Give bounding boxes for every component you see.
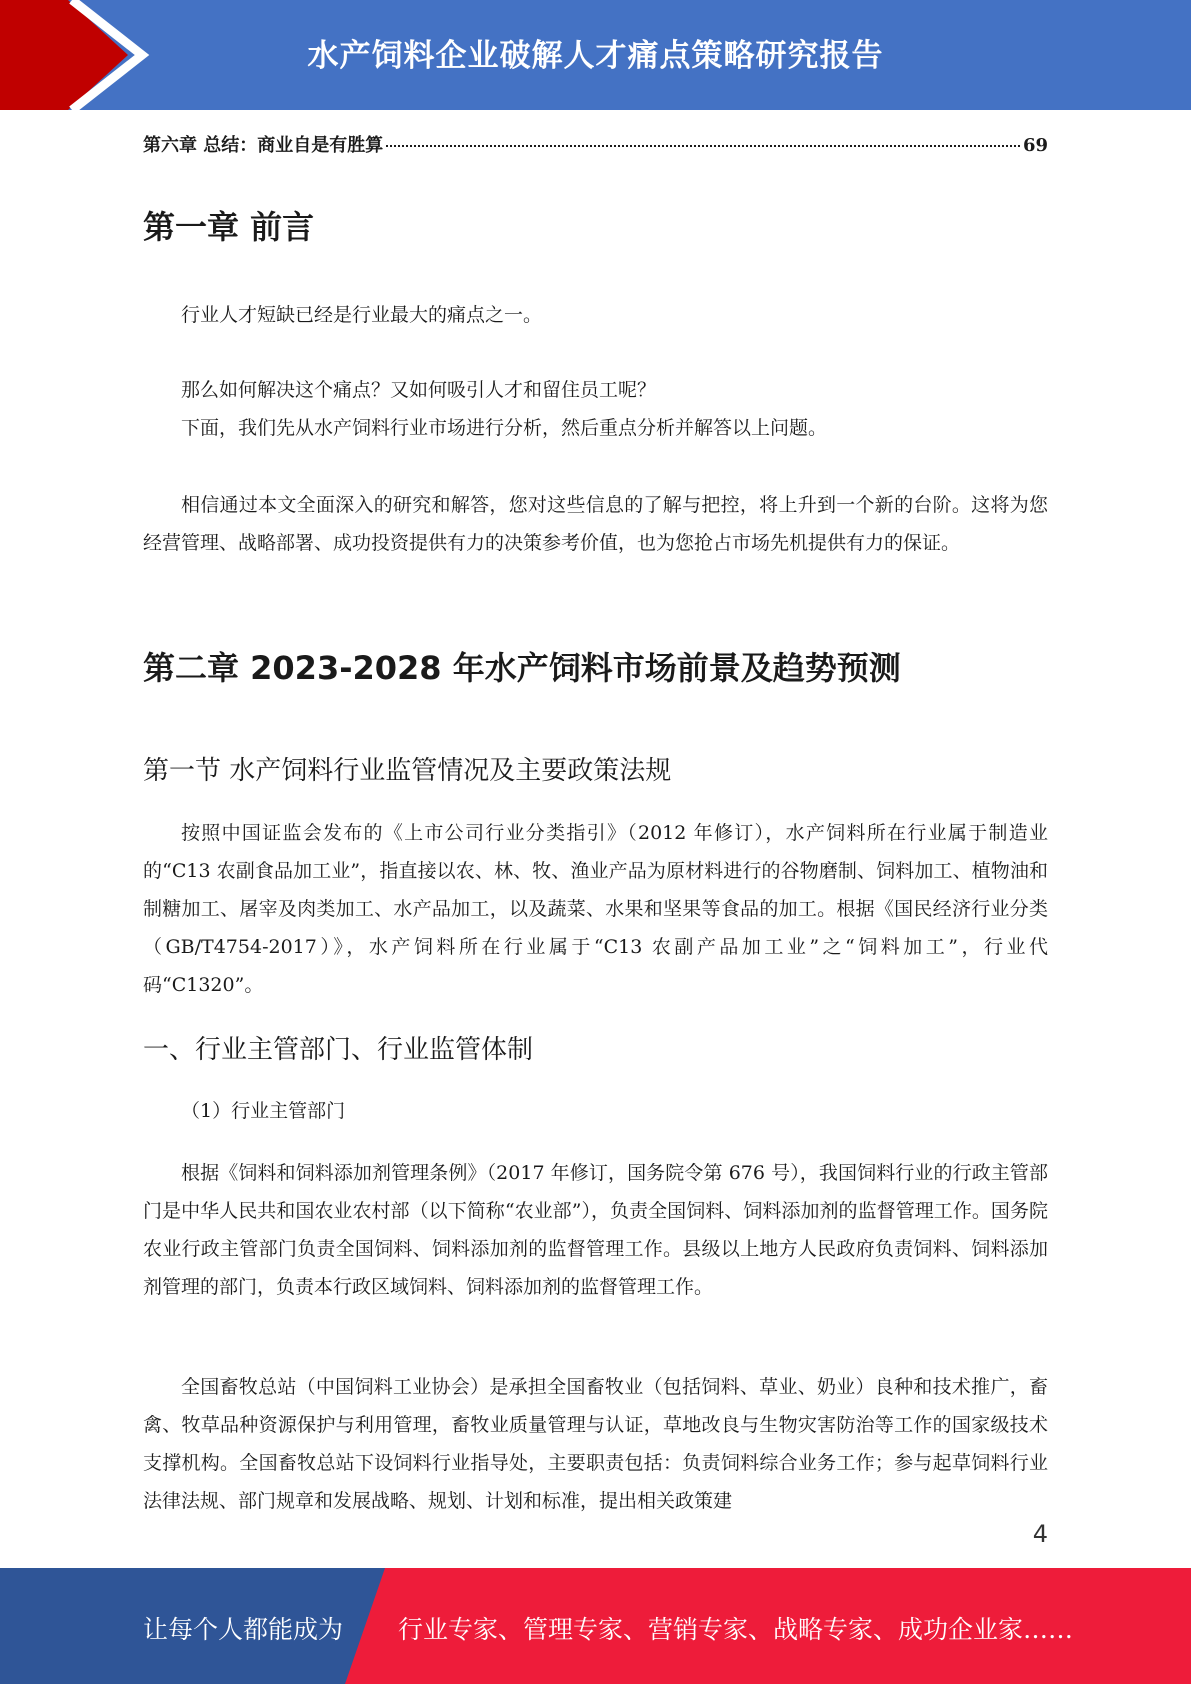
page-number: 4	[1032, 1520, 1048, 1548]
chapter-1-paragraph-4: 相信通过本文全面深入的研究和解答，您对这些信息的了解与把控，将上升到一个新的台阶。这将为您经营管理、战略部署、成功投资提供有力的决策参考价值，也为您抢占市场先机提供有力的保证。	[143, 494, 1048, 554]
chapter-1-heading: 第一章 前言	[143, 208, 315, 246]
chapter-2-paragraph-1: 按照中国证监会发布的《上市公司行业分类指引》（2012 年修订），水产饲料所在行业属于制造业的“C13 农副食品加工业”，指直接以农、林、牧、渔业产品为原材料进行的谷物磨制、饲料加工、植物油和制糖加工、屠宰及肉类加工、水产品加工，以及蔬菜、水果和坚果等食品的加工。根据《国民经济行业分类（GB/T4754-2017）》，水产饲料所在行业属于“C13 农副产品加工业”之“饲料加工”，行业代码“C1320”。	[143, 822, 1048, 996]
section-1-heading: 第一节 水产饲料行业监管情况及主要政策法规	[143, 756, 672, 786]
report-title: 水产饲料企业破解人才痛点策略研究报告	[307, 38, 884, 74]
toc-entry[interactable]	[143, 131, 1048, 157]
list-item-1: （1）行业主管部门	[181, 1100, 346, 1122]
footer-slogan-left: 让每个人都能成为	[143, 1615, 344, 1644]
chapter-2-paragraph-3: 全国畜牧总站（中国饲料工业协会）是承担全国畜牧业（包括饲料、草业、奶业）良种和技术推广，畜禽、牧草品种资源保护与利用管理，畜牧业质量管理与认证，草地改良与生物灾害防治等工作的国家级技术支撑机构。全国畜牧总站下设饲料行业指导处，主要职责包括：负责饲料综合业务工作；参与起草饲料行业法律法规、部门规章和发展战略、规划、计划和标准，提出相关政策建	[143, 1376, 1048, 1512]
chapter-2-heading: 第二章 2023-2028 年水产饲料市场前景及趋势预测	[143, 649, 901, 687]
page-header	[0, 0, 1191, 110]
chapter-2-paragraph-2: 根据《饲料和饲料添加剂管理条例》（2017 年修订，国务院令第 676 号），我国饲料行业的行政主管部门是中华人民共和国农业农村部（以下简称“农业部”），负责全国饲料、饲料添加剂的监督管理工作。国务院农业行政主管部门负责全国饲料、饲料添加剂的监督管理工作。县级以上地方人民政府负责饲料、饲料添加剂管理的部门，负责本行政区域饲料、饲料添加剂的监督管理工作。	[143, 1162, 1048, 1298]
chapter-1-paragraph-2: 那么如何解决这个痛点？又如何吸引人才和留住员工呢？	[181, 379, 657, 401]
toc-entry-page: 69	[1022, 135, 1048, 156]
toc-entry-label: 第六章 总结：商业自是有胜算	[143, 135, 384, 156]
chapter-1-paragraph-3: 下面，我们先从水产饲料行业市场进行分析，然后重点分析并解答以上问题。	[181, 417, 828, 439]
page-footer	[0, 1568, 1191, 1684]
toc-leader-dots	[386, 145, 1020, 147]
chapter-1-paragraph-1: 行业人才短缺已经是行业最大的痛点之一。	[181, 304, 543, 326]
footer-slogan-right: 行业专家、管理专家、营销专家、战略专家、成功企业家……	[398, 1615, 1074, 1644]
subsection-heading: 一、行业主管部门、行业监管体制	[143, 1035, 534, 1065]
